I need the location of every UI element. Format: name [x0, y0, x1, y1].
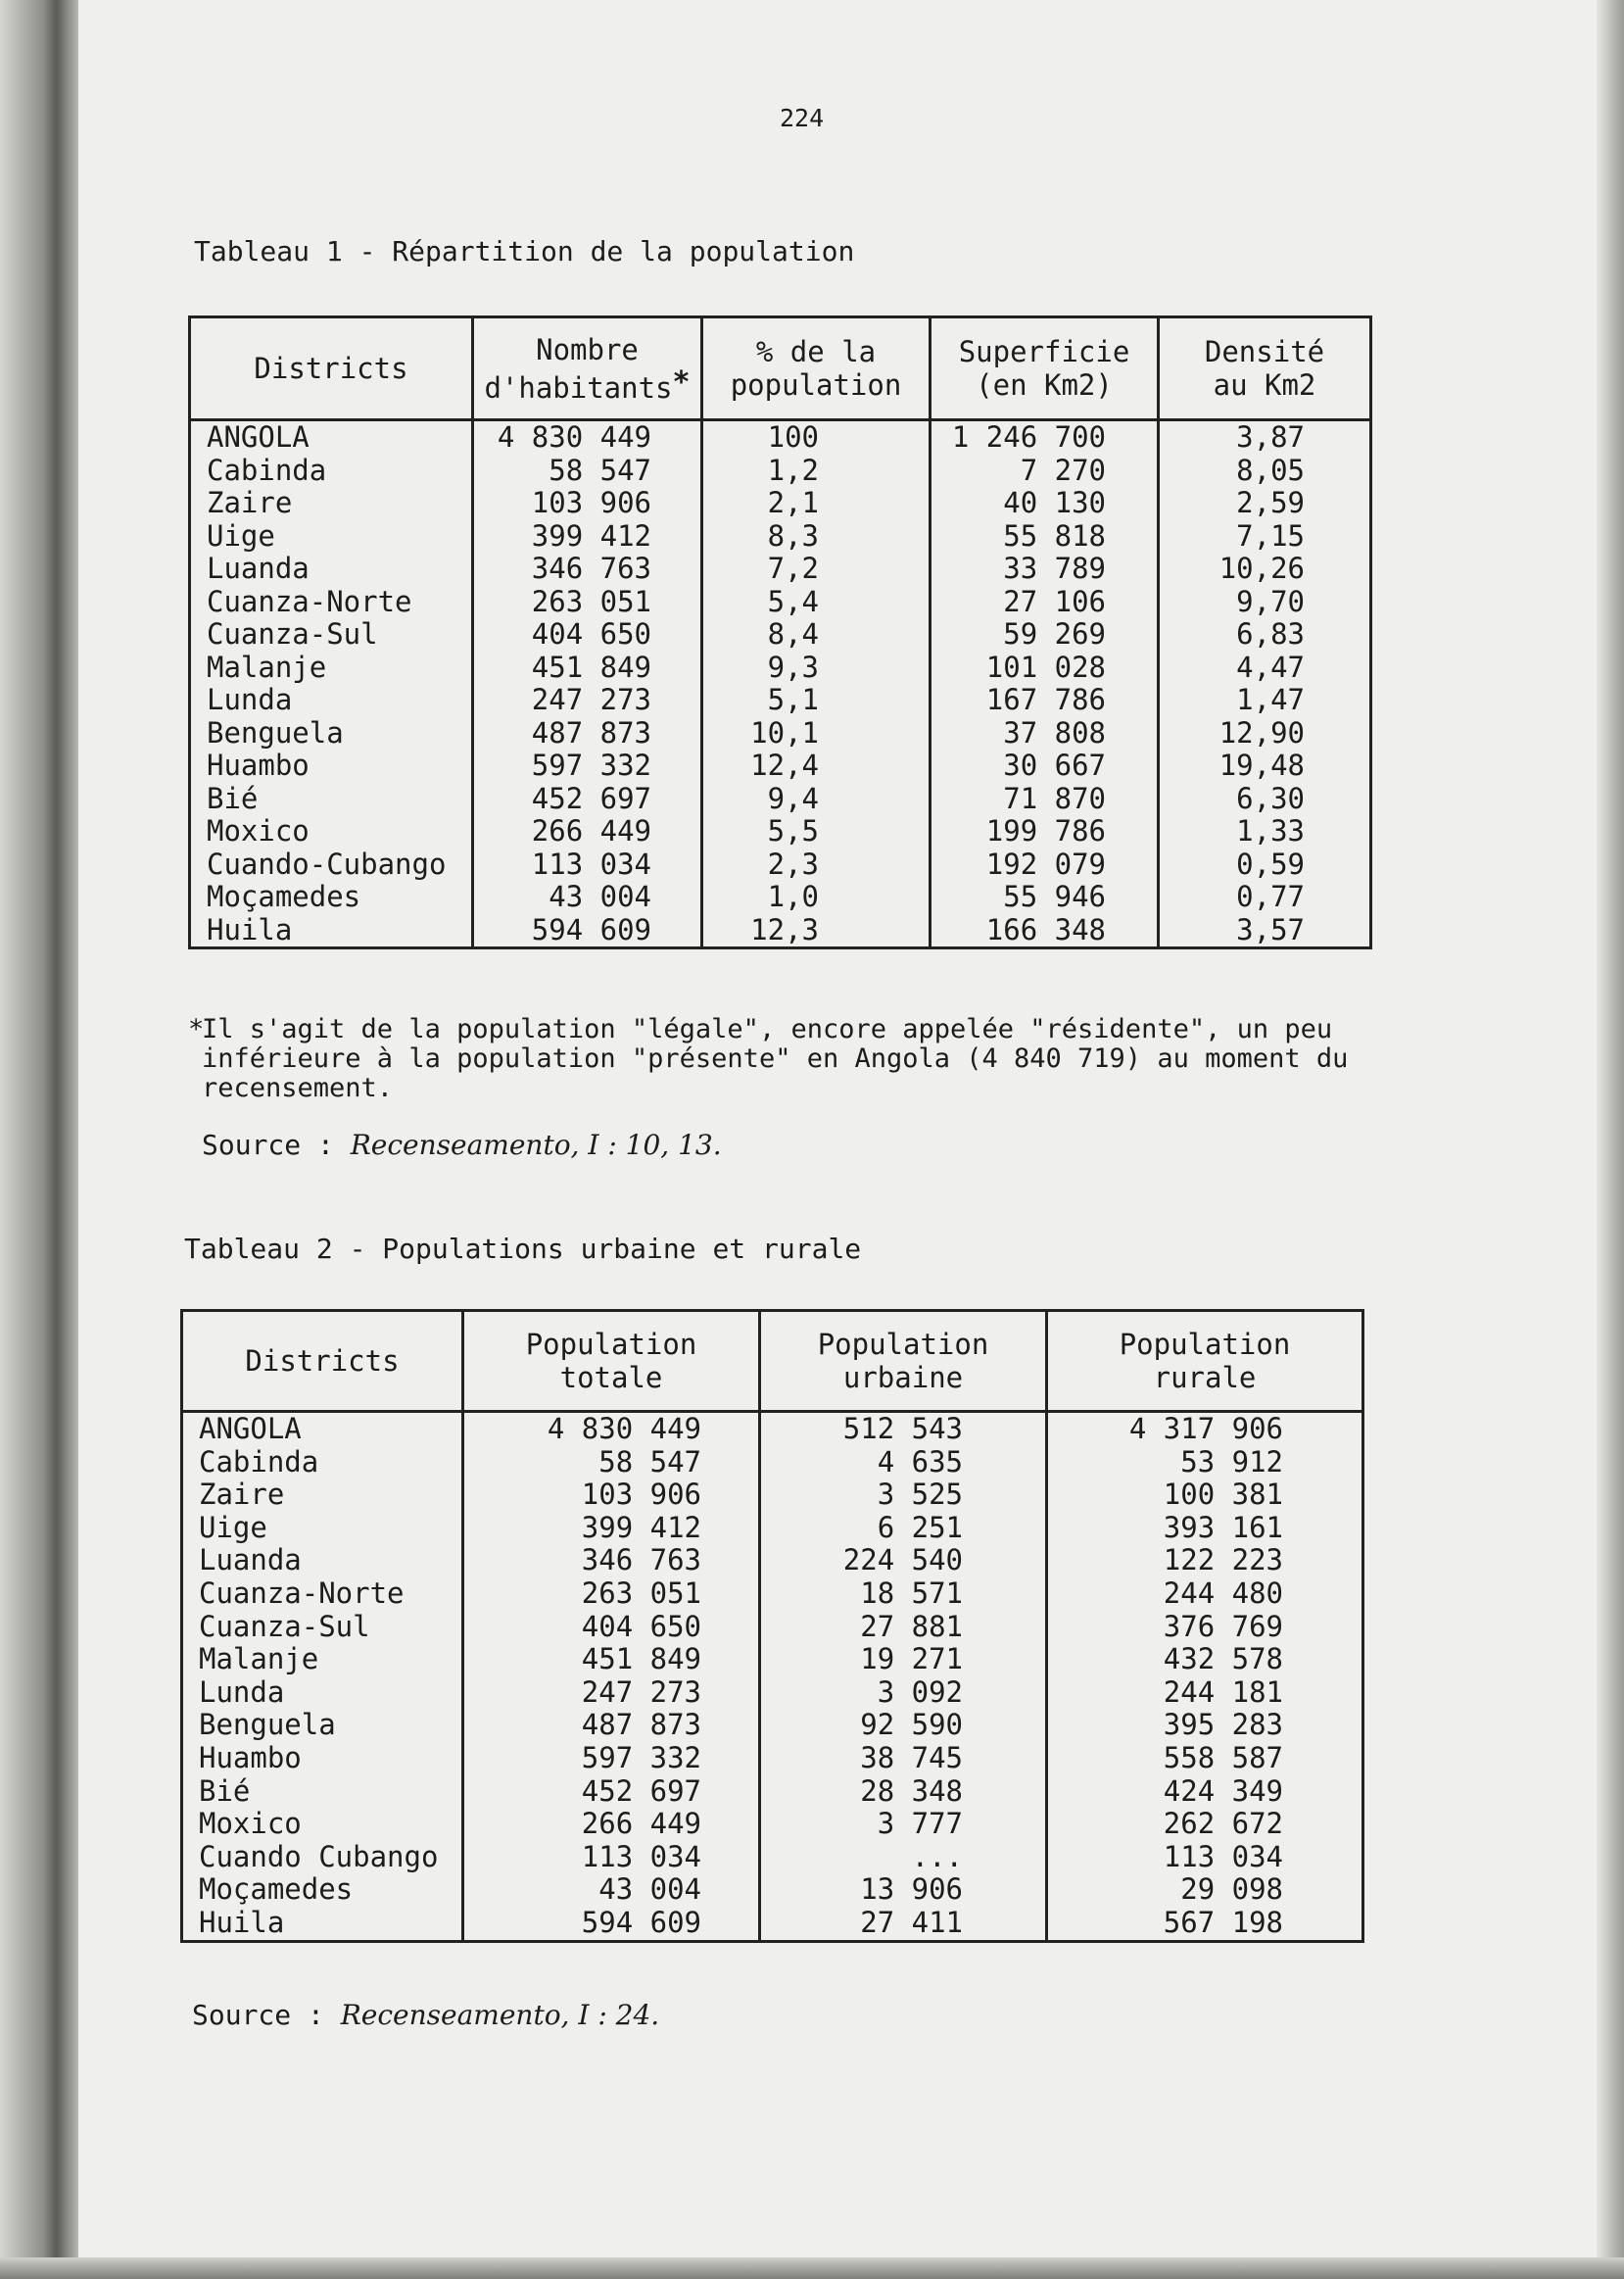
percent-cell: 9,4 [702, 783, 931, 816]
header-label: totale [559, 1361, 663, 1394]
source-label: Source : [192, 1999, 341, 2031]
area-cell: 71 870 [931, 783, 1159, 816]
district-name: Benguela [190, 717, 473, 751]
density-cell: 0,59 [1159, 849, 1371, 882]
district-name: Huambo [182, 1742, 463, 1775]
header-label: (en Km2) [976, 368, 1113, 402]
urban-population-cell: 4 635 [760, 1446, 1047, 1479]
header-label: Districts [254, 352, 408, 385]
area-cell: 166 348 [931, 914, 1159, 948]
percent-cell: 10,1 [702, 717, 931, 751]
total-population-cell: 247 273 [463, 1676, 760, 1710]
rural-population-cell: 100 381 [1047, 1479, 1363, 1512]
urban-population-cell: 28 348 [760, 1775, 1047, 1809]
rural-population-cell: 432 578 [1047, 1643, 1363, 1676]
table1-header-inhabitants [473, 317, 702, 420]
density-cell: 12,90 [1159, 717, 1371, 751]
density-cell: 8,05 [1159, 455, 1371, 488]
density-cell: 1,47 [1159, 684, 1371, 717]
urban-population-cell: 18 571 [760, 1577, 1047, 1611]
rural-population-cell: 4 317 906 [1047, 1412, 1363, 1446]
rural-population-cell: 424 349 [1047, 1775, 1363, 1809]
table-row [190, 717, 1371, 751]
inhabitants-cell: 597 332 [473, 750, 702, 783]
table1-total-row [190, 420, 1371, 455]
area-cell: 1 246 700 [931, 420, 1159, 455]
source-reference: Recenseamento, I : 24. [340, 1999, 660, 2031]
total-population-cell: 594 609 [463, 1907, 760, 1941]
table-row [190, 553, 1371, 586]
table1-title: Tableau 1 - Répartition de la population [194, 235, 855, 267]
urban-population-cell: 6 251 [760, 1512, 1047, 1545]
rural-population-cell: 262 672 [1047, 1808, 1363, 1841]
table1-header-row [190, 317, 1371, 420]
table1-footnote [188, 1014, 1358, 1103]
inhabitants-cell: 263 051 [473, 586, 702, 619]
table-row [182, 1611, 1363, 1644]
inhabitants-cell: 346 763 [473, 553, 702, 586]
density-cell: 3,87 [1159, 420, 1371, 455]
percent-cell: 100 [702, 420, 931, 455]
density-cell: 4,47 [1159, 652, 1371, 685]
district-name: Cuanza-Norte [182, 1577, 463, 1611]
urban-population-cell: 3 777 [760, 1808, 1047, 1841]
header-label: Superficie [958, 335, 1130, 368]
table2-header-districts [182, 1311, 463, 1412]
total-population-cell: 103 906 [463, 1479, 760, 1512]
table-row [190, 652, 1371, 685]
total-population-cell: 58 547 [463, 1446, 760, 1479]
rural-population-cell: 244 480 [1047, 1577, 1363, 1611]
urban-population-cell: 19 271 [760, 1643, 1047, 1676]
percent-cell: 2,1 [702, 487, 931, 520]
rural-population-cell: 558 587 [1047, 1742, 1363, 1775]
total-population-cell: 487 873 [463, 1709, 760, 1742]
urban-population-cell: 27 881 [760, 1611, 1047, 1644]
total-population-cell: 346 763 [463, 1544, 760, 1577]
header-label: rurale [1153, 1361, 1257, 1394]
area-cell: 33 789 [931, 553, 1159, 586]
total-population-cell: 399 412 [463, 1512, 760, 1545]
district-name: Cuando-Cubango [190, 849, 473, 882]
table-row [190, 487, 1371, 520]
area-cell: 7 270 [931, 455, 1159, 488]
table-row [182, 1479, 1363, 1512]
table-row [190, 914, 1371, 948]
total-population-cell: 113 034 [463, 1841, 760, 1874]
footnote-marker: * [188, 1014, 205, 1044]
table-row [182, 1676, 1363, 1710]
district-name: Zaire [190, 487, 473, 520]
district-name: Bié [182, 1775, 463, 1809]
total-population-cell: 4 830 449 [463, 1412, 760, 1446]
table-row [182, 1775, 1363, 1809]
percent-cell: 5,1 [702, 684, 931, 717]
area-cell: 40 130 [931, 487, 1159, 520]
district-name: Cuanza-Norte [190, 586, 473, 619]
scan-bottom-edge [0, 2257, 1624, 2279]
table1-population-distribution [188, 315, 1372, 949]
table2-urban-rural-population [180, 1309, 1364, 1943]
district-name: Huila [190, 914, 473, 948]
density-cell: 19,48 [1159, 750, 1371, 783]
district-name: ANGOLA [182, 1412, 463, 1446]
percent-cell: 1,0 [702, 881, 931, 914]
table2-header-urban [760, 1311, 1047, 1412]
area-cell: 167 786 [931, 684, 1159, 717]
district-name: Huila [182, 1907, 463, 1941]
area-cell: 55 946 [931, 881, 1159, 914]
area-cell: 192 079 [931, 849, 1159, 882]
percent-cell: 8,3 [702, 520, 931, 554]
total-population-cell: 597 332 [463, 1742, 760, 1775]
district-name: Luanda [190, 553, 473, 586]
density-cell: 6,83 [1159, 618, 1371, 652]
urban-population-cell: 3 525 [760, 1479, 1047, 1512]
inhabitants-cell: 58 547 [473, 455, 702, 488]
rural-population-cell: 567 198 [1047, 1907, 1363, 1941]
header-label: Population [1119, 1328, 1291, 1361]
inhabitants-cell: 452 697 [473, 783, 702, 816]
percent-cell: 12,4 [702, 750, 931, 783]
total-population-cell: 404 650 [463, 1611, 760, 1644]
urban-population-cell: 13 906 [760, 1873, 1047, 1907]
table2-title: Tableau 2 - Populations urbaine et rurale [184, 1233, 862, 1265]
table-row [182, 1446, 1363, 1479]
urban-population-cell: 38 745 [760, 1742, 1047, 1775]
district-name: ANGOLA [190, 420, 473, 455]
urban-population-cell: 92 590 [760, 1709, 1047, 1742]
table2-header-total [463, 1311, 760, 1412]
scan-left-edge [0, 0, 78, 2279]
district-name: Uige [190, 520, 473, 554]
table-row [182, 1742, 1363, 1775]
inhabitants-cell: 113 034 [473, 849, 702, 882]
header-label: % de la [755, 335, 877, 368]
density-cell: 3,57 [1159, 914, 1371, 948]
rural-population-cell: 395 283 [1047, 1709, 1363, 1742]
total-population-cell: 451 849 [463, 1643, 760, 1676]
district-name: Huambo [190, 750, 473, 783]
district-name: Benguela [182, 1709, 463, 1742]
table-row [182, 1544, 1363, 1577]
area-cell: 37 808 [931, 717, 1159, 751]
inhabitants-cell: 451 849 [473, 652, 702, 685]
district-name: Luanda [182, 1544, 463, 1577]
table-row [190, 455, 1371, 488]
district-name: Malanje [182, 1643, 463, 1676]
area-cell: 101 028 [931, 652, 1159, 685]
district-name: Cuanza-Sul [182, 1611, 463, 1644]
percent-cell: 7,2 [702, 553, 931, 586]
table-row [182, 1512, 1363, 1545]
percent-cell: 5,5 [702, 815, 931, 849]
inhabitants-cell: 594 609 [473, 914, 702, 948]
density-cell: 10,26 [1159, 553, 1371, 586]
table1-header-districts [190, 317, 473, 420]
density-cell: 7,15 [1159, 520, 1371, 554]
table-row [182, 1643, 1363, 1676]
source-label: Source : [202, 1129, 351, 1161]
header-label: Population [525, 1328, 697, 1361]
district-name: Moçamedes [182, 1873, 463, 1907]
rural-population-cell: 244 181 [1047, 1676, 1363, 1710]
district-name: Uige [182, 1512, 463, 1545]
inhabitants-cell: 103 906 [473, 487, 702, 520]
table-row [190, 881, 1371, 914]
urban-population-cell: 3 092 [760, 1676, 1047, 1710]
total-population-cell: 263 051 [463, 1577, 760, 1611]
density-cell: 1,33 [1159, 815, 1371, 849]
rural-population-cell: 113 034 [1047, 1841, 1363, 1874]
table1-header-density [1159, 317, 1371, 420]
total-population-cell: 43 004 [463, 1873, 760, 1907]
rural-population-cell: 29 098 [1047, 1873, 1363, 1907]
density-cell: 2,59 [1159, 487, 1371, 520]
urban-population-cell: 512 543 [760, 1412, 1047, 1446]
district-name: Zaire [182, 1479, 463, 1512]
header-label: Nombre [536, 332, 639, 366]
table-row [182, 1577, 1363, 1611]
inhabitants-cell: 404 650 [473, 618, 702, 652]
district-name: Cuando Cubango [182, 1841, 463, 1874]
table2-source [192, 1999, 659, 2031]
table-row [190, 849, 1371, 882]
table1-source [202, 1129, 722, 1161]
inhabitants-cell: 247 273 [473, 684, 702, 717]
table-row [190, 815, 1371, 849]
district-name: Moxico [190, 815, 473, 849]
inhabitants-cell: 266 449 [473, 815, 702, 849]
area-cell: 59 269 [931, 618, 1159, 652]
district-name: Malanje [190, 652, 473, 685]
header-label: population [730, 368, 902, 402]
density-cell: 0,77 [1159, 881, 1371, 914]
district-name: Moxico [182, 1808, 463, 1841]
district-name: Lunda [182, 1676, 463, 1710]
area-cell: 30 667 [931, 750, 1159, 783]
header-label: urbaine [842, 1361, 964, 1394]
district-name: Cabinda [182, 1446, 463, 1479]
percent-cell: 2,3 [702, 849, 931, 882]
table2-total-row [182, 1412, 1363, 1446]
table-row [182, 1709, 1363, 1742]
header-label: d'habitants [484, 370, 673, 405]
header-label: Districts [245, 1344, 400, 1378]
table1-header-area [931, 317, 1159, 420]
percent-cell: 1,2 [702, 455, 931, 488]
percent-cell: 12,3 [702, 914, 931, 948]
inhabitants-cell: 399 412 [473, 520, 702, 554]
area-cell: 199 786 [931, 815, 1159, 849]
table-row [190, 618, 1371, 652]
header-label: Population [817, 1328, 989, 1361]
inhabitants-cell: 4 830 449 [473, 420, 702, 455]
inhabitants-cell: 487 873 [473, 717, 702, 751]
district-name: Lunda [190, 684, 473, 717]
rural-population-cell: 376 769 [1047, 1611, 1363, 1644]
footnote-marker: * [672, 364, 691, 400]
district-name: Bié [190, 783, 473, 816]
table-row [182, 1808, 1363, 1841]
percent-cell: 5,4 [702, 586, 931, 619]
district-name: Cuanza-Sul [190, 618, 473, 652]
page-number: 224 [780, 104, 825, 132]
table-row [190, 520, 1371, 554]
district-name: Cabinda [190, 455, 473, 488]
table-row [190, 684, 1371, 717]
rural-population-cell: 53 912 [1047, 1446, 1363, 1479]
table-row [182, 1873, 1363, 1907]
density-cell: 9,70 [1159, 586, 1371, 619]
header-label: Densité [1204, 335, 1325, 368]
table1-header-percent [702, 317, 931, 420]
urban-population-cell: 224 540 [760, 1544, 1047, 1577]
table-row [190, 783, 1371, 816]
district-name: Moçamedes [190, 881, 473, 914]
urban-population-cell: ... [760, 1841, 1047, 1874]
table-row [182, 1841, 1363, 1874]
table2-header-row [182, 1311, 1363, 1412]
rural-population-cell: 393 161 [1047, 1512, 1363, 1545]
inhabitants-cell: 43 004 [473, 881, 702, 914]
table-row [190, 750, 1371, 783]
rural-population-cell: 122 223 [1047, 1544, 1363, 1577]
source-reference: Recenseamento, I : 10, 13. [350, 1129, 722, 1161]
footnote-text: Il s'agit de la population "légale", encore appelée "résidente", un peu inférieure à la population "présente" en Angola (4 840 719) au moment du recensement. [202, 1014, 1349, 1103]
total-population-cell: 452 697 [463, 1775, 760, 1809]
table2-header-rural [1047, 1311, 1363, 1412]
area-cell: 55 818 [931, 520, 1159, 554]
table-row [190, 586, 1371, 619]
percent-cell: 9,3 [702, 652, 931, 685]
density-cell: 6,30 [1159, 783, 1371, 816]
header-label: au Km2 [1213, 368, 1316, 402]
table-row [182, 1907, 1363, 1941]
scan-right-edge [1597, 0, 1624, 2279]
area-cell: 27 106 [931, 586, 1159, 619]
total-population-cell: 266 449 [463, 1808, 760, 1841]
percent-cell: 8,4 [702, 618, 931, 652]
urban-population-cell: 27 411 [760, 1907, 1047, 1941]
